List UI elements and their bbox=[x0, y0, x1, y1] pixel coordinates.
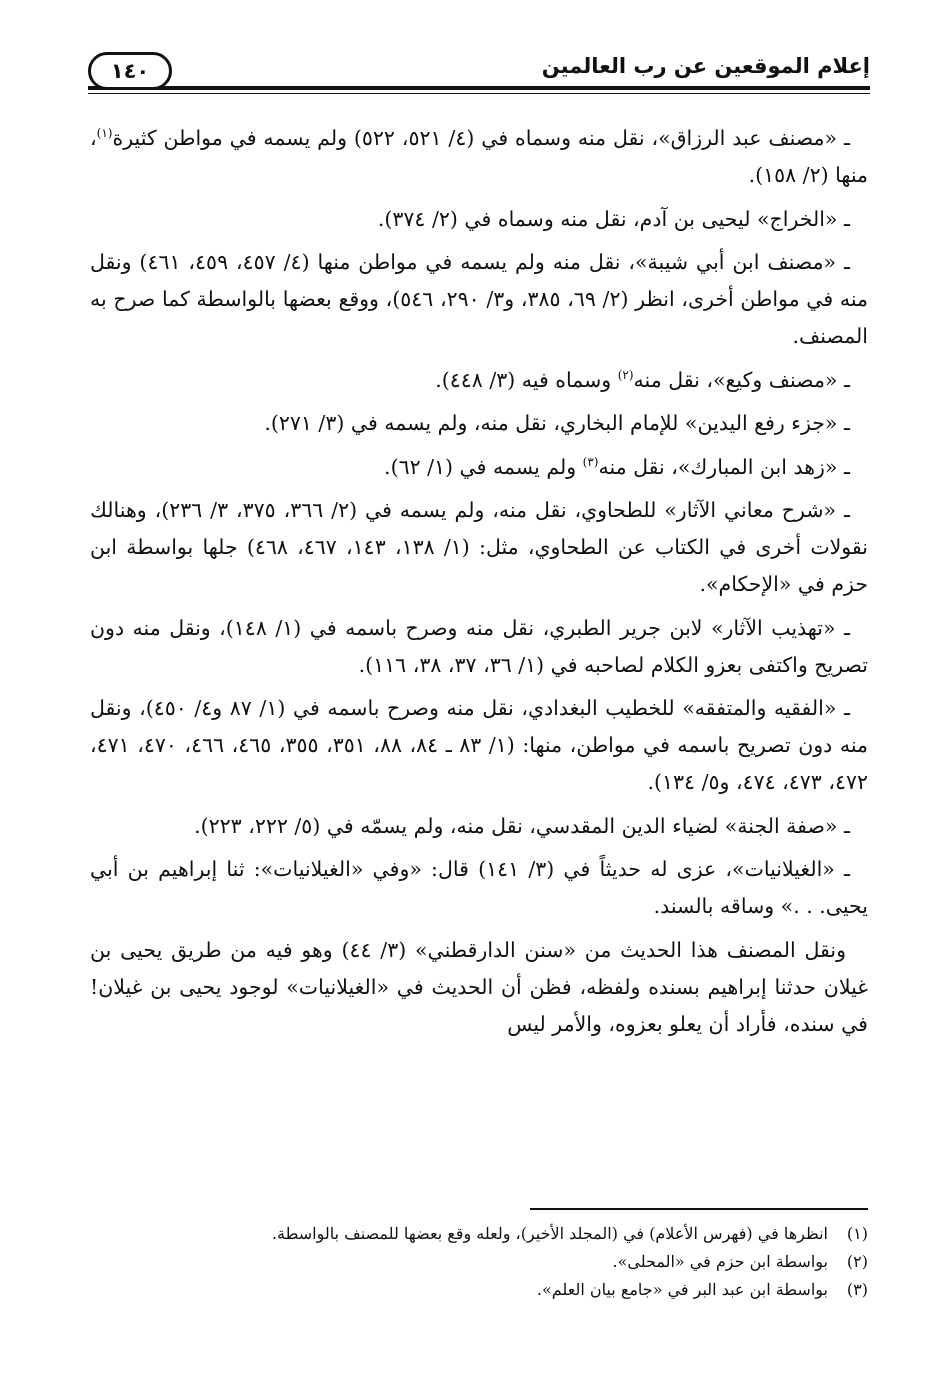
paragraph-6: ـ «زهد ابن المبارك»، نقل منه$^{(٣)}$ ولم يسمه في (١/ ٦٢). bbox=[384, 454, 850, 479]
paragraph-9: ـ «الفقيه والمتفقه» للخطيب البغدادي، نقل منه وصرح باسمه في (١/ ٨٧ و٤/ ٤٥٠)، ونقل منه دون تصريح باسمه في مواطن، منها: (١/ ٨٣ ـ ٨٤، ٨٨، ٣٥١، ٣٥٥، ٤٦٥، ٤٦٦، ٤٧٠، ٤٧١، ٤٧٢، ٤٧٣، ٤٧٤، و٥/ ١٣٤). bbox=[90, 696, 869, 794]
header-rule-thick bbox=[88, 86, 870, 90]
footnote-number: (١) bbox=[846, 1224, 868, 1243]
footnote-ref-1: (١) bbox=[96, 126, 113, 141]
page-header bbox=[88, 50, 870, 100]
footnote-number: (٣) bbox=[846, 1280, 868, 1299]
footnote-ref-2: (٢) bbox=[617, 367, 634, 382]
main-text bbox=[90, 120, 868, 1049]
footnote-separator bbox=[530, 1208, 868, 1210]
paragraph-3: ـ «مصنف ابن أبي شيبة»، نقل منه ولم يسمه في مواطن منها (٤/ ٤٥٧، ٤٥٩، ٤٦١) ونقل منه في مواطن أخرى، انظر (٢/ ٦٩، ٣٨٥، و٣/ ٢٩٠، ٥٤٦)، ووقع بعضها بالواسطة كما صرح به المصنف. bbox=[90, 250, 868, 348]
paragraph-12: ونقل المصنف هذا الحديث من «سنن الدارقطني» (٣/ ٤٤) وهو فيه من طريق يحيى بن غيلان حدثنا إبراهيم بسنده ولفظه، فظن أن الحديث في «الغيلانيات» لوجود يحيى بن غيلان! في سنده، فأراد أن يعلو بعزوه، والأمر ليس bbox=[90, 937, 868, 1036]
paragraph-1: ـ «مصنف عبد الرزاق»، نقل منه وسماه في (٤/ ٥٢١، ٥٢٢) ولم يسمه في مواطن كثيرة$^{(١)}$، منها (٢/ ١٥٨). bbox=[90, 126, 868, 187]
paragraph-7: ـ «شرح معاني الآثار» للطحاوي، نقل منه، ولم يسمه في (٢/ ٣٦٦، ٣٧٥، ٣/ ٢٣٦)، وهنالك نقولات أخرى في الكتاب عن الطحاوي، مثل: (١/ ١٣٨، ١٤٣، ٤٦٧، ٤٦٨) جلها بواسطة ابن حزم في «الإحكام». bbox=[90, 498, 868, 596]
page-number-badge: ١٤٠ bbox=[88, 52, 172, 90]
footnote-text: بواسطة ابن عبد البر في «جامع بيان العلم». bbox=[536, 1280, 828, 1299]
footnote-text: انظرها في (فهرس الأعلام) في (المجلد الأخير)، ولعله وقع بعضها للمصنف بالواسطة. bbox=[271, 1224, 828, 1243]
footnote-number: (٢) bbox=[846, 1252, 868, 1271]
footnote-2 bbox=[90, 1248, 868, 1276]
footnotes bbox=[90, 1220, 868, 1304]
paragraph-11: ـ «الغيلانيات»، عزى له حديثاً في (٣/ ١٤١) قال: «وفي «الغيلانيات»: ثنا إبراهيم بن أبي يحيى. . .» وساقه بالسند. bbox=[90, 857, 868, 918]
paragraph-8: ـ «تهذيب الآثار» لابن جرير الطبري، نقل منه وصرح باسمه في (١/ ١٤٨)، ونقل منه دون تصريح واكتفى بعزو الكلام لصاحبه في (١/ ٣٦، ٣٧، ٣٨، ١١٦). bbox=[90, 615, 868, 677]
footnote-1 bbox=[90, 1220, 868, 1248]
header-rule-thin bbox=[88, 93, 870, 94]
paragraph-10: ـ «صفة الجنة» لضياء الدين المقدسي، نقل منه، ولم يسمّه في (٥/ ٢٢٢، ٢٢٣). bbox=[194, 813, 850, 838]
footnote-3 bbox=[90, 1276, 868, 1304]
book-title: إعلام الموقعين عن رب العالمين bbox=[541, 54, 870, 78]
footnote-text: بواسطة ابن حزم في «المحلى». bbox=[612, 1252, 828, 1271]
paragraph-4: ـ «مصنف وكيع»، نقل منه$^{(٢)}$ وسماه فيه (٣/ ٤٤٨). bbox=[435, 367, 850, 392]
paragraph-5: ـ «جزء رفع اليدين» للإمام البخاري، نقل منه، ولم يسمه في (٣/ ٢٧١). bbox=[264, 411, 850, 435]
paragraph-2: ـ «الخراج» ليحيى بن آدم، نقل منه وسماه في (٢/ ٣٧٤). bbox=[377, 206, 850, 231]
footnote-ref-3: (٣) bbox=[582, 454, 599, 469]
